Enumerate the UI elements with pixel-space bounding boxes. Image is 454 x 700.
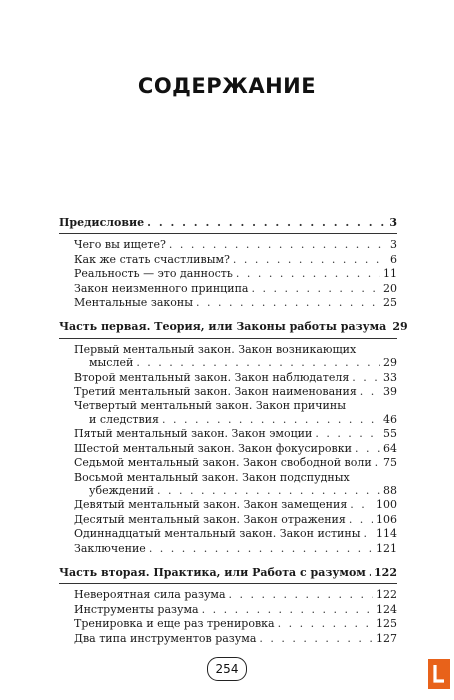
page-number: 254 bbox=[207, 657, 247, 681]
toc-leader-dots bbox=[315, 427, 380, 440]
toc-entry-line bbox=[74, 296, 397, 309]
toc-entry-title: Ментальные законы bbox=[74, 296, 193, 310]
toc-entry-title: Первый ментальный закон. Закон возникающих bbox=[74, 342, 357, 356]
toc-entry-page: 55 bbox=[383, 427, 397, 441]
toc-entry[interactable] bbox=[59, 527, 397, 540]
toc-entry[interactable] bbox=[59, 471, 397, 498]
toc-entry[interactable] bbox=[59, 253, 397, 266]
toc-leader-dots bbox=[259, 632, 373, 645]
toc-entry[interactable] bbox=[59, 513, 397, 526]
toc-entry-line bbox=[74, 343, 397, 356]
toc-entry-line bbox=[74, 542, 397, 555]
toc-entry-page: 33 bbox=[383, 370, 397, 384]
toc-entry-page: 122 bbox=[376, 588, 397, 602]
toc-entry[interactable] bbox=[59, 238, 397, 251]
toc-entry-title: Шестой ментальный закон. Закон фокусировки bbox=[74, 441, 352, 455]
toc-entry-line bbox=[74, 442, 397, 455]
toc-entry-line bbox=[74, 238, 397, 251]
toc-entry-title: Восьмой ментальный закон. Закон подспудных bbox=[74, 470, 350, 484]
toc-entry-line bbox=[74, 267, 397, 280]
toc-leader-dots bbox=[157, 484, 380, 497]
toc-entry[interactable] bbox=[59, 588, 397, 601]
toc-entry-line bbox=[74, 513, 397, 526]
toc-leader-dots bbox=[162, 413, 380, 426]
toc-section-heading[interactable] bbox=[59, 216, 397, 234]
toc-section bbox=[59, 566, 397, 645]
toc-leader-dots bbox=[355, 442, 380, 455]
toc-entry[interactable] bbox=[59, 498, 397, 511]
toc-entry-title: Тренировка и еще раз тренировка bbox=[74, 617, 275, 631]
toc-section-heading[interactable] bbox=[59, 320, 408, 338]
toc-entry[interactable] bbox=[59, 456, 397, 469]
toc-entry-title: Инструменты разума bbox=[74, 602, 199, 616]
toc-section bbox=[59, 320, 408, 555]
toc-entry[interactable] bbox=[59, 542, 397, 555]
toc-leader-dots bbox=[236, 267, 380, 280]
toc-entry-line bbox=[74, 617, 397, 630]
toc-leader-dots bbox=[375, 456, 380, 469]
toc-entry-line bbox=[74, 498, 397, 511]
toc-entry[interactable] bbox=[59, 343, 397, 370]
toc-entry-title: Десятый ментальный закон. Закон отражения bbox=[74, 512, 346, 526]
toc-entry-page: 121 bbox=[376, 541, 397, 555]
toc-leader-dots bbox=[136, 356, 380, 369]
toc-leader-dots bbox=[349, 513, 373, 526]
toc-entry[interactable] bbox=[59, 399, 397, 426]
toc-leader-dots bbox=[278, 617, 373, 630]
toc-entry-line bbox=[74, 588, 397, 601]
toc-entry[interactable] bbox=[59, 617, 397, 630]
toc-leader-dots bbox=[202, 603, 373, 616]
toc-entry-title: Закон неизменного принципа bbox=[74, 281, 249, 295]
toc-entry-line bbox=[74, 484, 397, 497]
toc-entry-line bbox=[74, 399, 397, 412]
toc-entry-page: 75 bbox=[383, 456, 397, 470]
toc-section-title: Часть вторая. Практика, или Работа с разумом bbox=[59, 565, 366, 579]
toc-section-title: Часть первая. Теория, или Законы работы разума bbox=[59, 320, 387, 334]
toc-entry-page: 3 bbox=[390, 238, 397, 252]
toc-leader-dots bbox=[350, 498, 373, 511]
toc-leader-dots bbox=[147, 216, 386, 229]
toc-entry-title: и следствия bbox=[89, 412, 159, 426]
toc-entry-title: Третий ментальный закон. Закон наименования bbox=[74, 385, 357, 399]
toc-entry-line bbox=[74, 371, 397, 384]
toc-entry-page: 11 bbox=[383, 267, 397, 281]
toc-entry[interactable] bbox=[59, 385, 397, 398]
toc-leader-dots bbox=[233, 253, 387, 266]
toc-entry[interactable] bbox=[59, 632, 397, 645]
toc-entry-line bbox=[74, 632, 397, 645]
toc-entry-line bbox=[74, 282, 397, 295]
toc-entry[interactable] bbox=[59, 427, 397, 440]
toc-entry[interactable] bbox=[59, 371, 397, 384]
toc-entry-title: Как же стать счастливым? bbox=[74, 252, 230, 266]
toc-entry-title: Седьмой ментальный закон. Закон свободной воли bbox=[74, 456, 372, 470]
toc-entry-line bbox=[74, 427, 397, 440]
toc-entry-page: 25 bbox=[383, 296, 397, 310]
toc-section-page: 122 bbox=[374, 565, 397, 579]
toc-section-title: Предисловие bbox=[59, 216, 145, 229]
toc-entry-page: 127 bbox=[376, 631, 397, 645]
toc-leader-dots bbox=[149, 542, 373, 555]
toc-entry-page: 100 bbox=[376, 498, 397, 512]
page-title: СОДЕРЖАНИЕ bbox=[137, 74, 317, 98]
labirint-logo-icon[interactable] bbox=[428, 659, 450, 689]
toc-entry-title: Второй ментальный закон. Закон наблюдателя bbox=[74, 370, 350, 384]
toc-section-page: 3 bbox=[389, 216, 397, 229]
toc-entry-title: Заключение bbox=[74, 541, 146, 555]
toc-entry-title: Одиннадцатый ментальный закон. Закон истины bbox=[74, 527, 361, 541]
toc-entry-title: Девятый ментальный закон. Закон замещения bbox=[74, 498, 348, 512]
toc-entry-page: 125 bbox=[376, 617, 397, 631]
toc-entry[interactable] bbox=[59, 267, 397, 280]
toc-entry-line bbox=[74, 527, 397, 540]
toc-entry-line bbox=[74, 356, 397, 369]
toc-entry-title: Реальность — это данность bbox=[74, 267, 233, 281]
toc-entry-page: 29 bbox=[383, 356, 397, 370]
toc-entry[interactable] bbox=[59, 603, 397, 616]
toc-entry-page: 20 bbox=[383, 281, 397, 295]
toc-entry-page: 39 bbox=[383, 385, 397, 399]
toc-leader-dots bbox=[196, 296, 380, 309]
toc-section-heading[interactable] bbox=[59, 566, 397, 584]
toc-leader-dots bbox=[363, 527, 373, 540]
toc-leader-dots bbox=[360, 385, 380, 398]
toc-leader-dots bbox=[352, 371, 380, 384]
toc-entry-line bbox=[74, 456, 397, 469]
toc-entry-title: Чего вы ищете? bbox=[74, 238, 166, 252]
toc-leader-dots bbox=[251, 282, 380, 295]
toc-entry-page: 106 bbox=[376, 512, 397, 526]
toc-entry-page: 64 bbox=[383, 441, 397, 455]
toc-entry-title: Четвертый ментальный закон. Закон причины bbox=[74, 399, 346, 413]
toc-entry-title: Два типа инструментов разума bbox=[74, 631, 257, 645]
toc-entry-line bbox=[74, 471, 397, 484]
toc-entry[interactable] bbox=[59, 296, 397, 309]
toc-entry-line bbox=[74, 253, 397, 266]
toc-entry-page: 6 bbox=[390, 252, 397, 266]
toc-entry-title: мыслей bbox=[89, 356, 134, 370]
toc-entry-line bbox=[74, 385, 397, 398]
toc-leader-dots bbox=[369, 566, 371, 579]
toc-section-page: 29 bbox=[392, 320, 408, 334]
toc-section bbox=[59, 216, 397, 309]
toc-entry[interactable] bbox=[59, 442, 397, 455]
toc-entry-title: убеждений bbox=[89, 483, 155, 497]
toc-entry[interactable] bbox=[59, 282, 397, 295]
toc-entry-page: 124 bbox=[376, 602, 397, 616]
toc-leader-dots bbox=[229, 588, 373, 601]
toc-entry-line bbox=[74, 413, 397, 426]
toc-entry-page: 88 bbox=[383, 483, 397, 497]
toc-leader-dots bbox=[169, 238, 387, 251]
toc-entry-page: 46 bbox=[383, 412, 397, 426]
toc-entry-title: Невероятная сила разума bbox=[74, 588, 226, 602]
toc-entry-page: 114 bbox=[376, 527, 397, 541]
toc-entry-line bbox=[74, 603, 397, 616]
table-of-contents bbox=[59, 216, 408, 656]
toc-entry-title: Пятый ментальный закон. Закон эмоции bbox=[74, 427, 313, 441]
